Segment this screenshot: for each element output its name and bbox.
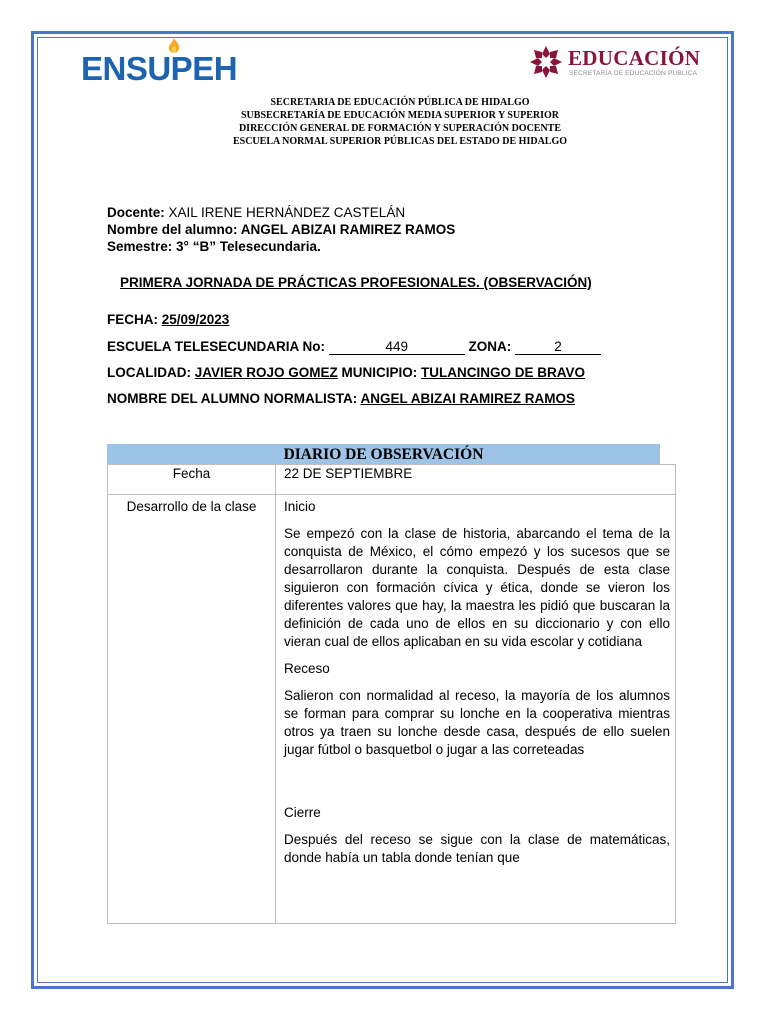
- fecha-value-cell: 22 DE SEPTIEMBRE: [276, 465, 676, 495]
- localidad-row: [107, 365, 585, 380]
- normalista-value: ANGEL ABIZAI RAMIREZ RAMOS: [360, 391, 575, 406]
- inicio-text: Se empezó con la clase de historia, abarcando el tema de la conquista de México, el cómo empezó y los sucesos que se desarrollaron durante la conquista. Después de esta clase siguieron con formación cívica y ética, donde se vieron los diferentes valores que hay, la maestra les pidió que buscaran la definición de cada uno de ellos en su diccionario y con ello vieran cual de ellos aplicaban en su vida escolar y cotidiana: [284, 526, 670, 649]
- fecha-label-cell: Fecha: [108, 465, 276, 495]
- semestre-label: Semestre: 3° “B” Telesecundaria.: [107, 239, 321, 254]
- institution-line: SECRETARIA DE EDUCACIÓN PÚBLICA DE HIDALGO: [270, 97, 530, 108]
- normalista-label: NOMBRE DEL ALUMNO NORMALISTA:: [107, 391, 361, 406]
- diario-table: [107, 444, 670, 924]
- desarrollo-label-cell: Desarrollo de la clase: [108, 495, 276, 924]
- localidad-label: LOCALIDAD:: [107, 365, 195, 380]
- fecha-row: [107, 312, 229, 327]
- cierre-text: Después del receso se sigue con la clase de matemáticas, donde había un tabla donde tenían que: [284, 832, 670, 865]
- escuela-number: 449: [329, 340, 465, 355]
- inicio-heading: Inicio: [284, 499, 316, 514]
- normalista-row: [107, 391, 575, 406]
- institution-line: DIRECCIÓN GENERAL DE FORMACIÓN Y SUPERACIÓN DOCENTE: [238, 123, 562, 134]
- cierre-heading: Cierre: [284, 805, 321, 820]
- fecha-value: 25/09/2023: [161, 312, 230, 327]
- institution-header: [130, 96, 670, 148]
- educacion-wordmark: EDUCACIÓN: [568, 46, 701, 70]
- receso-text: Salieron con normalidad al receso, la mayoría de los alumnos se forman para comprar su lonche en la cooperativa mientras otros ya traen su lonche desde casa, después de ello suelen jugar fútbol o basquetbol o jugar a las correteadas: [284, 688, 670, 757]
- semestre-line: [107, 238, 321, 255]
- escuela-label: ESCUELA TELESECUNDARIA No:: [107, 339, 329, 354]
- receso-heading: Receso: [284, 661, 330, 676]
- docente-value: XAIL IRENE HERNÁNDEZ CASTELÁN: [164, 205, 406, 220]
- table-row: [108, 465, 676, 495]
- escuela-row: [107, 339, 601, 355]
- alumno-label: Nombre del alumno: ANGEL ABIZAI RAMIREZ RAMOS: [107, 222, 456, 237]
- table-row: [108, 495, 676, 924]
- ensupeh-logo: [81, 36, 256, 86]
- educacion-logo: [528, 44, 718, 82]
- fecha-label: FECHA:: [107, 312, 162, 327]
- municipio-value: TULANCINGO DE BRAVO: [421, 365, 586, 380]
- zona-label: ZONA:: [464, 339, 516, 354]
- institution-line: ESCUELA NORMAL SUPERIOR PÚBLICAS DEL ESTADO DE HIDALGO: [232, 136, 568, 147]
- docente-line: [107, 204, 405, 221]
- localidad-value: JAVIER ROJO GOMEZ: [194, 365, 338, 380]
- zona-value: 2: [515, 340, 601, 355]
- educacion-subtitle: SECRETARÍA DE EDUCACIÓN PÚBLICA: [569, 70, 698, 77]
- docente-label: Docente:: [107, 205, 165, 220]
- desarrollo-content-cell: [276, 495, 676, 924]
- diario-title: DIARIO DE OBSERVACIÓN: [107, 444, 660, 464]
- institution-line: SUBSECRETARÍA DE EDUCACIÓN MEDIA SUPERIOR Y SUPERIOR: [240, 110, 559, 121]
- sep-emblem-icon: [528, 44, 564, 80]
- ensupeh-wordmark: ENSUPEH: [81, 50, 238, 87]
- municipio-label: MUNICIPIO:: [337, 365, 422, 380]
- alumno-line: [107, 221, 455, 238]
- jornada-title: PRIMERA JORNADA DE PRÁCTICAS PROFESIONALES. (OBSERVACIÓN): [120, 275, 592, 290]
